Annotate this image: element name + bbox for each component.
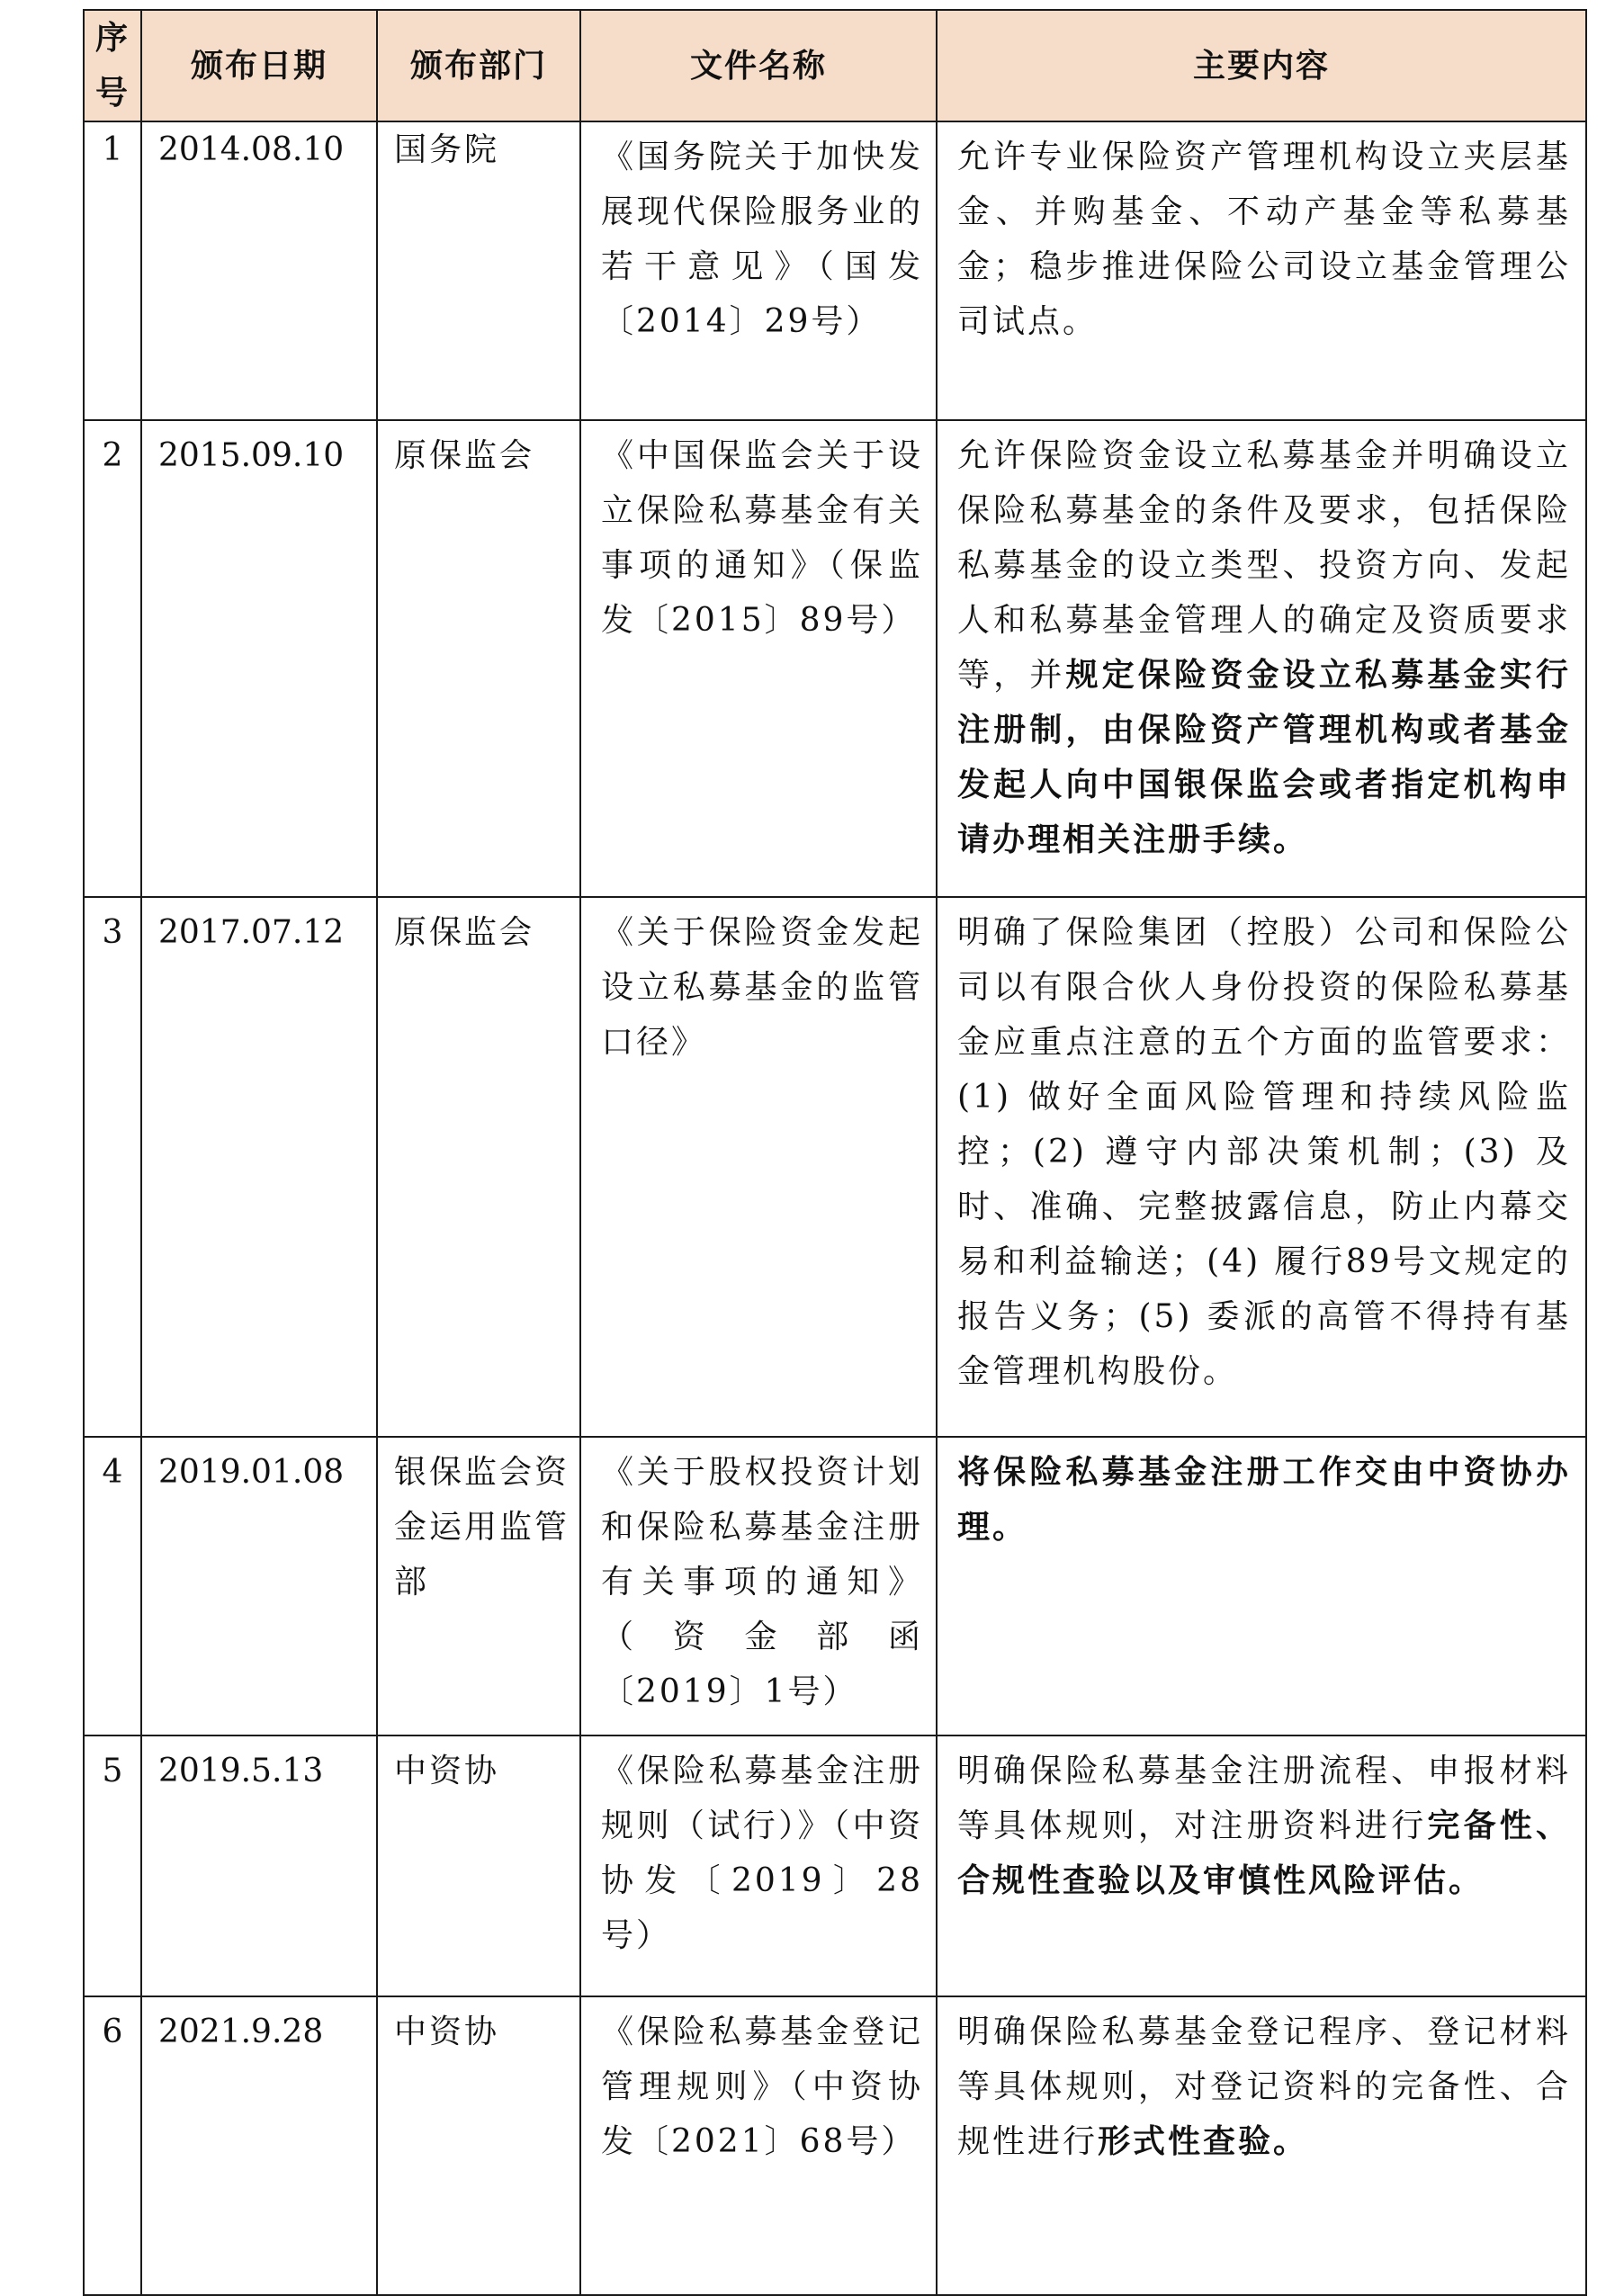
content-text: 明确保险私募基金登记程序、登记材料等具体规则，对登记资料的完备性、合规性进行 xyxy=(957,2013,1571,2160)
table-row xyxy=(84,1437,1586,1735)
header-name: 文件名称 xyxy=(580,10,937,121)
row-seq: 4 xyxy=(84,1437,141,1735)
row-date: 2017.07.12 xyxy=(141,897,377,1437)
header-date: 颁布日期 xyxy=(141,10,377,121)
header-seq: 序号 xyxy=(84,10,141,121)
row-file-name: 《保险私募基金注册规则（试行）》（中资协发〔2019〕28号） xyxy=(580,1735,937,1996)
content-text: 允许专业保险资产管理机构设立夹层基金、并购基金、不动产基金等私募基金；稳步推进保险公司设立基金管理公司试点。 xyxy=(957,139,1571,340)
row-content xyxy=(937,1437,1586,1735)
row-seq: 2 xyxy=(84,420,141,897)
header-dept: 颁布部门 xyxy=(377,10,580,121)
header-row xyxy=(84,10,1586,121)
table-row xyxy=(84,1996,1586,2295)
table-row xyxy=(84,420,1586,897)
row-file-name: 《国务院关于加快发展现代保险服务业的若干意见》（国发〔2014〕29号） xyxy=(580,121,937,420)
row-dept: 银保监会资金运用监管部 xyxy=(377,1437,580,1735)
row-date: 2021.9.28 xyxy=(141,1996,377,2295)
row-file-name: 《关于股权投资计划和保险私募基金注册有关事项的通知》（资金部函〔2019〕1号） xyxy=(580,1437,937,1735)
content-text: 明确了保险集团（控股）公司和保险公司以有限合伙人身份投资的保险私募基金应重点注意的五个方面的监管要求：(1) 做好全面风险管理和持续风险监控；(2) 遵守内部决策机制；(3) 及时、准确、完整披露信息，防止内幕交易和利益输送；(4) 履行89号文规定的报告义务；(5) 委派的高管不得持有基金管理机构股份。 xyxy=(957,914,1571,1390)
content-emphasis: 将保险私募基金注册工作交由中资协办理。 xyxy=(957,1453,1571,1546)
content-emphasis: 形式性查验。 xyxy=(1098,2122,1309,2160)
content-text: 明确保险私募基金注册流程、申报材料等具体规则，对注册资料进行 xyxy=(957,1753,1571,1844)
policy-table xyxy=(83,9,1587,2296)
row-date: 2014.08.10 xyxy=(141,121,377,420)
row-dept: 原保监会 xyxy=(377,897,580,1437)
row-dept: 原保监会 xyxy=(377,420,580,897)
row-dept: 中资协 xyxy=(377,1735,580,1996)
table-row xyxy=(84,897,1586,1437)
row-date: 2019.5.13 xyxy=(141,1735,377,1996)
row-content xyxy=(937,1735,1586,1996)
content-emphasis: 规定保险资金设立私募基金实行注册制，由保险资产管理机构或者基金发起人向中国银保监会或者指定机构申请办理相关注册手续。 xyxy=(957,656,1571,858)
row-content xyxy=(937,1996,1586,2295)
row-seq: 1 xyxy=(84,121,141,420)
row-date: 2019.01.08 xyxy=(141,1437,377,1735)
row-content xyxy=(937,420,1586,897)
row-file-name: 《关于保险资金发起设立私募基金的监管口径》 xyxy=(580,897,937,1437)
table-row xyxy=(84,1735,1586,1996)
row-seq: 5 xyxy=(84,1735,141,1996)
row-seq: 3 xyxy=(84,897,141,1437)
row-dept: 国务院 xyxy=(377,121,580,420)
table-row xyxy=(84,121,1586,420)
row-content xyxy=(937,121,1586,420)
row-file-name: 《保险私募基金登记管理规则》（中资协发〔2021〕68号） xyxy=(580,1996,937,2295)
content-text: 允许保险资金设立私募基金并明确设立保险私募基金的条件及要求，包括保险私募基金的设立类型、投资方向、发起人和私募基金管理人的确定及资质要求等，并 xyxy=(957,437,1571,694)
row-dept: 中资协 xyxy=(377,1996,580,2295)
row-file-name: 《中国保监会关于设立保险私募基金有关事项的通知》（保监发〔2015〕89号） xyxy=(580,420,937,897)
header-content: 主要内容 xyxy=(937,10,1586,121)
row-seq: 6 xyxy=(84,1996,141,2295)
row-content xyxy=(937,897,1586,1437)
content-emphasis: 完备性、合规性查验以及审慎性风险评估。 xyxy=(957,1807,1571,1899)
row-date: 2015.09.10 xyxy=(141,420,377,897)
